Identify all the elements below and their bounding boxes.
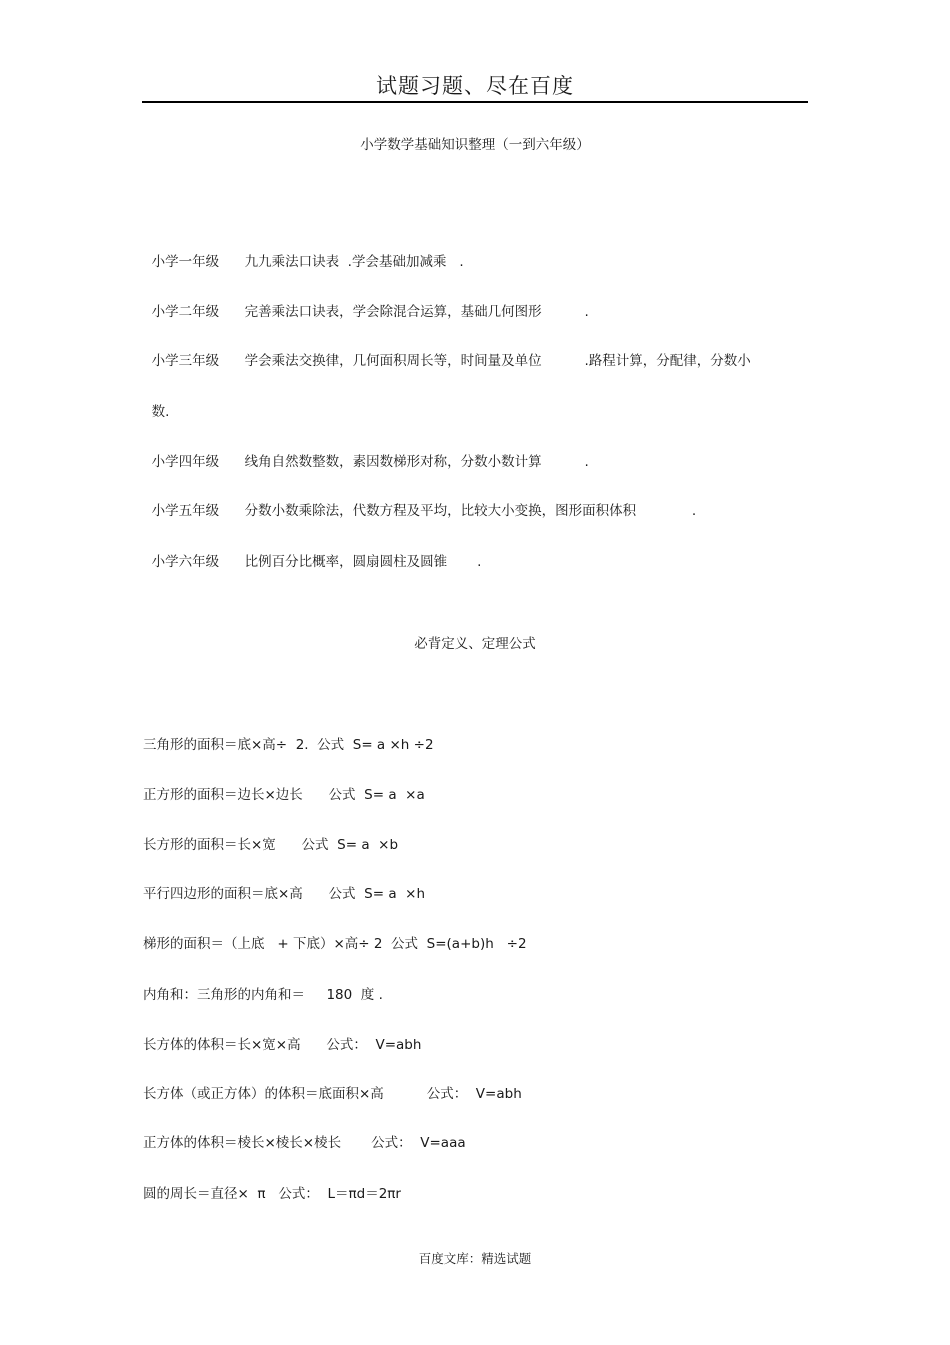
grade-line-continuation <box>143 384 169 420</box>
grade-label: 小学二年级 <box>151 304 220 320</box>
grade-text: 线角自然数整数，素因数梯形对称，分数小数计算 . <box>244 454 589 470</box>
grade-text: 数. <box>151 404 170 420</box>
grade-label: 小学五年级 <box>151 503 220 519</box>
formula-line: 长方体的体积＝长×宽×高 公式： V=abh <box>143 1037 422 1053</box>
footer-text: 百度文库：精选试题 <box>418 1251 532 1266</box>
grade-text: 分数小数乘除法，代数方程及平均，比较大小变换，图形面积体积 . <box>244 503 697 519</box>
section-title: 必背定义、定理公式 <box>414 636 536 652</box>
grade-line <box>143 333 751 369</box>
header-rule <box>142 101 808 103</box>
formula-line: 正方形的面积＝边长×边长 公式 S= a ×a <box>143 787 425 803</box>
header-title: 试题习题、尽在百度 <box>376 74 574 98</box>
grade-line <box>143 284 589 320</box>
grade-line <box>143 534 481 570</box>
grade-label: 小学一年级 <box>151 254 220 270</box>
formula-line: 内角和：三角形的内角和＝ 180 度 . <box>143 987 383 1003</box>
grade-text: 比例百分比概率，圆扇圆柱及圆锥 . <box>244 554 482 570</box>
formula-line: 平行四边形的面积＝底×高 公式 S= a ×h <box>143 886 426 902</box>
grade-text: 完善乘法口诀表，学会除混合运算，基础几何图形 . <box>244 304 589 320</box>
formula-line: 正方体的体积＝棱长×棱长×棱长 公式： V=aaa <box>143 1135 466 1151</box>
formula-line: 三角形的面积＝底×高÷ 2. 公式 S= a ×h ÷2 <box>143 737 434 753</box>
document-title: 小学数学基础知识整理（一到六年级） <box>360 137 590 153</box>
formula-line: 长方体（或正方体）的体积＝底面积×高 公式： V=abh <box>143 1086 522 1102</box>
grade-text: 学会乘法交换律，几何面积周长等，时间量及单位 .路程计算，分配律，分数小 <box>244 353 751 369</box>
grade-text: 九九乘法口诀表 .学会基础加减乘 . <box>244 254 464 270</box>
grade-line <box>143 483 696 519</box>
grade-label: 小学六年级 <box>151 554 220 570</box>
formula-line: 梯形的面积＝（上底 + 下底）×高÷ 2 公式 S=(a+b)h ÷2 <box>143 936 527 952</box>
grade-label: 小学三年级 <box>151 353 220 369</box>
grade-label: 小学四年级 <box>151 454 220 470</box>
formula-line: 长方形的面积＝长×宽 公式 S= a ×b <box>143 837 399 853</box>
formula-line: 圆的周长＝直径× π 公式： L＝πd＝2πr <box>143 1186 401 1202</box>
grade-line <box>143 234 464 270</box>
grade-line <box>143 434 589 470</box>
